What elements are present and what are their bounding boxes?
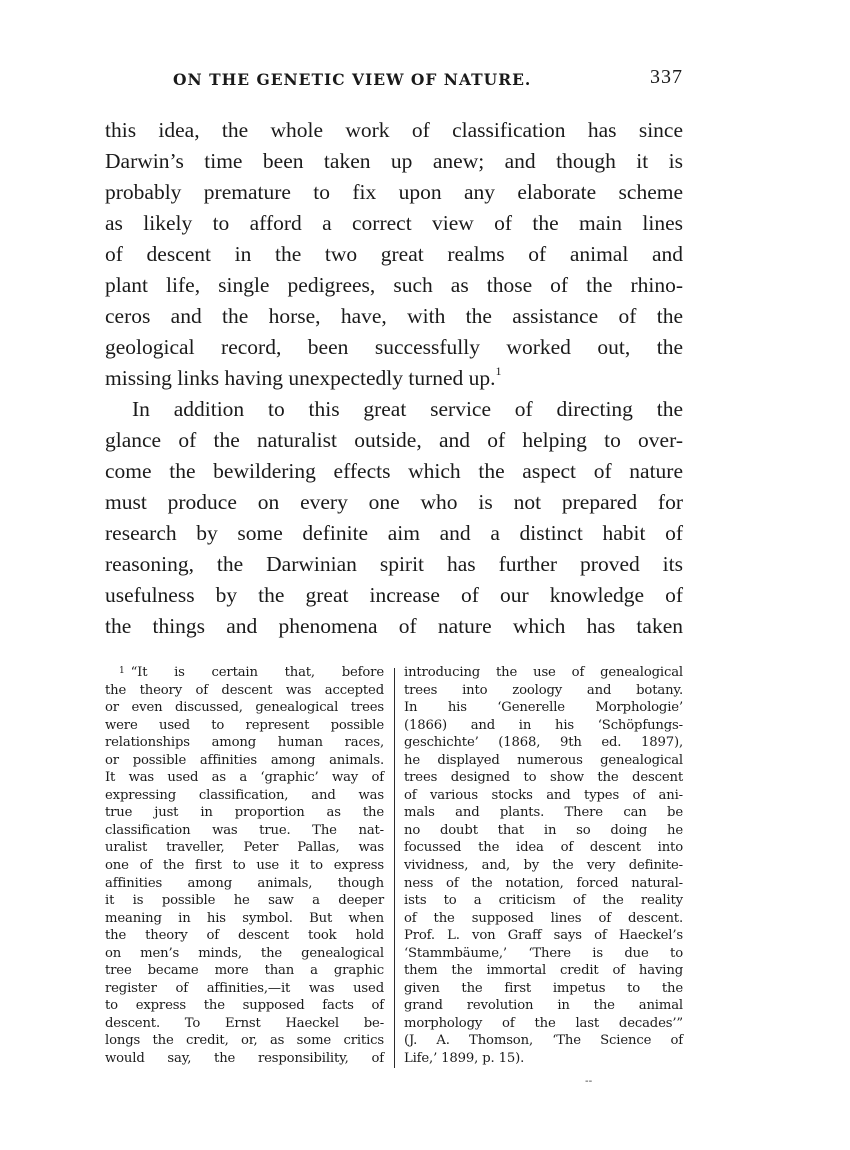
footnote-line: longs the credit, or, as some critics	[105, 1033, 384, 1049]
footnote-line: the theory of descent was accepted	[105, 682, 384, 698]
footnote-line: ists to a criticism of the reality	[404, 893, 683, 909]
text-line: research by some definite aim and a distinct habit of	[105, 521, 683, 545]
text-line: In addition to this great service of directing the	[132, 397, 683, 421]
footnote-line: ‘Stammbäume,’ ‘There is due to	[404, 945, 683, 961]
footnote-line: trees designed to show the descent	[404, 770, 683, 786]
footnote-line: register of affinities,—it was used	[105, 980, 384, 996]
footnote-line: descent. To Ernst Haeckel be-	[105, 1015, 384, 1031]
footnote-line: or even discussed, genealogical trees	[105, 700, 384, 716]
footnote-line: on men’s minds, the genealogical	[105, 945, 384, 961]
footnote-marker: 1	[119, 666, 125, 676]
text-line: as likely to afford a correct view of the main lines	[105, 211, 683, 235]
footnote-line: geschichte’ (1868, 9th ed. 1897),	[404, 735, 683, 751]
footnote-reference[interactable]: 1	[495, 364, 502, 378]
footnote-line: trees into zoology and botany.	[404, 682, 683, 698]
footnote-line: uralist traveller, Peter Pallas, was	[105, 840, 384, 856]
footnote-line: grand revolution in the animal	[404, 998, 683, 1014]
footnote-line: In his ‘Generelle Morphologie’	[404, 700, 683, 716]
main-text	[105, 115, 683, 642]
footnote-line: to express the supposed facts of	[105, 998, 384, 1014]
running-header	[105, 66, 683, 92]
page-number: 337	[650, 66, 683, 88]
paragraph-1	[105, 115, 683, 394]
footnote-line: he displayed numerous genealogical	[404, 752, 683, 768]
text-line: this idea, the whole work of classification has since	[105, 118, 683, 142]
running-title: ON THE GENETIC VIEW OF NATURE.	[173, 70, 532, 89]
footnote-line: meaning in his symbol. But when	[105, 910, 384, 926]
text-line: reasoning, the Darwinian spirit has further proved its	[105, 552, 683, 576]
footnote-line: Life,’ 1899, p. 15).	[404, 1051, 525, 1067]
footnote-line: of various stocks and types of ani-	[404, 787, 683, 803]
footnote-line: (1866) and in his ‘Schöpfungs-	[404, 717, 683, 733]
text-line: come the bewildering effects which the aspect of nature	[105, 459, 683, 483]
footnote-line: it is possible he saw a deeper	[105, 893, 384, 909]
footnote-line: them the immortal credit of having	[404, 963, 683, 979]
text-line: ceros and the horse, have, with the assistance of the	[105, 304, 683, 328]
footnote-line: ness of the notation, forced natural-	[404, 875, 683, 891]
footnote-left-column	[105, 664, 384, 1068]
column-divider	[394, 668, 395, 1068]
footnote-line: one of the first to use it to express	[105, 858, 384, 874]
footnote-line: no doubt that in so doing he	[404, 822, 683, 838]
footnote-right-column	[404, 664, 683, 1068]
footnote-line: would say, the responsibility, of	[105, 1051, 384, 1067]
footnote-line: focussed the idea of descent into	[404, 840, 683, 856]
footnote-line: were used to represent possible	[105, 717, 384, 733]
footnote-line: classification was true. The nat-	[105, 822, 384, 838]
footnote-line: morphology of the last decades’”	[404, 1015, 683, 1031]
footnote-line-content: “It is certain that, before	[130, 665, 384, 680]
footnote-line: vividness, and, by the very definite-	[404, 858, 683, 874]
text-line: must produce on every one who is not prepared for	[105, 490, 683, 514]
text-line	[105, 363, 683, 394]
footnote-line: given the first impetus to the	[404, 980, 683, 996]
footnote-line: of the supposed lines of descent.	[404, 910, 683, 926]
text-line: Darwin’s time been taken up anew; and though it is	[105, 149, 683, 173]
footnote-line: relationships among human races,	[105, 735, 384, 751]
footnote-block	[105, 664, 683, 1074]
text-line: plant life, single pedigrees, such as those of the rhino-	[105, 273, 683, 297]
text-line-content: missing links having unexpectedly turned up.	[105, 366, 496, 390]
footnote-line: introducing the use of genealogical	[404, 665, 683, 680]
footnote-line: mals and plants. There can be	[404, 805, 683, 821]
footnote-line: tree became more than a graphic	[105, 963, 384, 979]
text-line: usefulness by the great increase of our knowledge of	[105, 583, 683, 607]
footnote-line: expressing classification, and was	[105, 787, 384, 803]
footnote-line: It was used as a ‘graphic’ way of	[105, 770, 384, 786]
footnote-line: or possible affinities among animals.	[105, 752, 384, 768]
footnote-line: Prof. L. von Graff says of Haeckel’s	[404, 928, 683, 944]
footnote-line	[105, 664, 384, 682]
paragraph-2	[105, 394, 683, 642]
footnote-line: (J. A. Thomson, ‘The Science of	[404, 1033, 683, 1049]
signature-mark: --	[585, 1076, 593, 1087]
footnote-line: affinities among animals, though	[105, 875, 384, 891]
text-line: of descent in the two great realms of animal and	[105, 242, 683, 266]
footnote-line: the theory of descent took hold	[105, 928, 384, 944]
footnote-line: true just in proportion as the	[105, 805, 384, 821]
text-line: glance of the naturalist outside, and of helping to over-	[105, 428, 683, 452]
text-line: the things and phenomena of nature which has taken	[105, 614, 683, 638]
text-line: geological record, been successfully worked out, the	[105, 335, 683, 359]
text-line: probably premature to fix upon any elaborate scheme	[105, 180, 683, 204]
